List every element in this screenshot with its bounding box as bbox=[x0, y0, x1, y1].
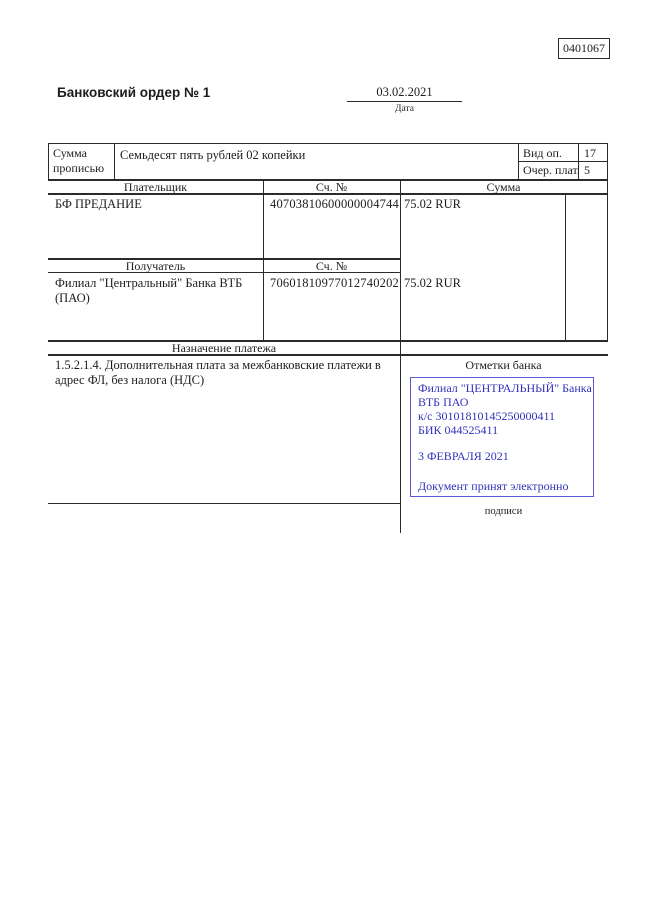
document-title: Банковский ордер № 1 bbox=[57, 85, 211, 100]
priority-value: 5 bbox=[584, 163, 590, 177]
payee-name: Филиал "Центральный" Банка ВТБ (ПАО) bbox=[55, 276, 243, 305]
account-sum-divider bbox=[400, 179, 401, 533]
stamp-bik: БИК 044525411 bbox=[418, 423, 499, 437]
stamp-corr-account: к/с 30101810145250000411 bbox=[418, 409, 556, 423]
payer-account-column-header: Сч. № bbox=[315, 180, 348, 194]
form-code: 0401067 bbox=[563, 41, 605, 55]
date-underline bbox=[347, 101, 462, 102]
sum-column-divider bbox=[565, 193, 566, 340]
amount-row-left-border bbox=[48, 143, 49, 179]
table-top-border bbox=[48, 143, 608, 144]
signatures-caption: подписи bbox=[484, 506, 523, 517]
date-caption: Дата bbox=[395, 104, 414, 114]
stamp-bank-name-line2: ВТБ ПАО bbox=[418, 395, 469, 409]
sum-column-header: Сумма bbox=[486, 180, 521, 194]
form-code-box bbox=[558, 38, 610, 59]
amount-in-words-label: Сумма прописью bbox=[53, 146, 105, 175]
payee-account: 70601810977012740202 bbox=[270, 276, 399, 290]
purpose-cell-bottom-border bbox=[48, 503, 400, 504]
op-type-value: 17 bbox=[584, 146, 596, 160]
payee-account-column-header: Сч. № bbox=[315, 259, 348, 273]
purpose-header: Назначение платежа bbox=[171, 341, 277, 355]
priority-label: Очер. плат. bbox=[523, 163, 580, 177]
stamp-date: 3 ФЕВРАЛЯ 2021 bbox=[418, 449, 509, 463]
stamp-bank-name-line1: Филиал "ЦЕНТРАЛЬНЫЙ" Банка bbox=[418, 381, 592, 395]
op-table-left-border bbox=[518, 143, 519, 179]
payer-sum: 75.02 RUR bbox=[404, 197, 461, 211]
table-right-border bbox=[607, 143, 608, 340]
payee-sum: 75.02 RUR bbox=[404, 276, 461, 290]
document-date: 03.02.2021 bbox=[376, 85, 433, 99]
op-table-middle-border bbox=[518, 161, 608, 162]
amount-label-divider bbox=[114, 143, 115, 179]
bank-marks-header: Отметки банка bbox=[465, 358, 542, 372]
bank-stamp bbox=[410, 377, 594, 497]
payer-column-header: Плательщик bbox=[123, 180, 188, 194]
amount-in-words-value: Семьдесят пять рублей 02 копейки bbox=[120, 148, 306, 162]
op-type-label: Вид оп. bbox=[523, 146, 562, 160]
payer-name: БФ ПРЕДАНИЕ bbox=[55, 197, 142, 211]
payer-account: 40703810600000004744 bbox=[270, 197, 399, 211]
stamp-acceptance-note: Документ принят электронно bbox=[418, 479, 569, 493]
purpose-text: 1.5.2.1.4. Дополнительная плата за межбанковские платежи в адрес ФЛ, без налога (НДС) bbox=[55, 358, 381, 387]
payee-column-header: Получатель bbox=[125, 259, 186, 273]
